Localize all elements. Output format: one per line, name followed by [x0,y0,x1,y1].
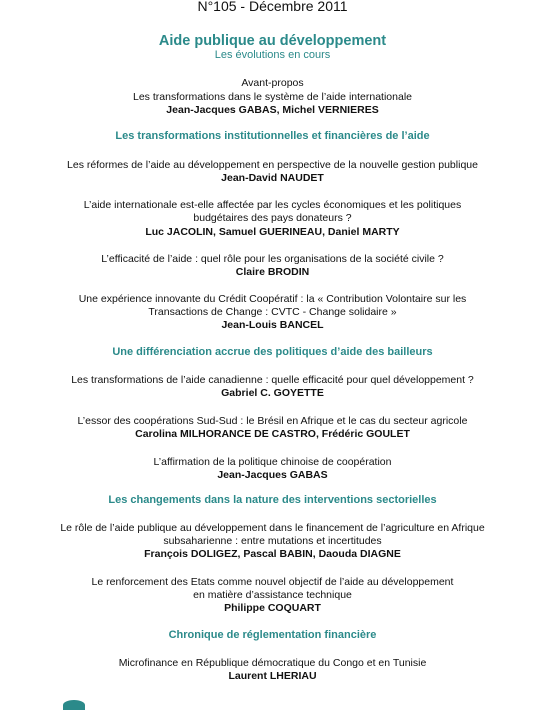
article-title-10: Microfinance en République démocratique du Congo et en Tunisie [118,657,427,669]
article-title-2-cont: budgétaires des pays donateurs ? [193,212,352,224]
article-title-2: L’aide internationale est-elle affectée par les cycles économiques et les politiques [83,199,462,211]
article-title-8: Le rôle de l’aide publique au développement dans le financement de l’agriculture en Afrique [60,522,485,534]
section-heading-2: Une différenciation accrue des politiques d’aide des bailleurs [112,346,433,358]
article-title-5: Les transformations de l’aide canadienne : quelle efficacité pour quel développement ? [71,374,474,386]
section-heading-1: Les transformations institutionnelles et financières de l’aide [115,130,430,142]
intro-heading: Avant-propos [241,77,304,89]
article-title-3: L’efficacité de l’aide : quel rôle pour les organisations de la société civile ? [101,253,444,265]
page-subtitle: Les évolutions en cours [214,49,331,61]
section-heading-3: Les changements dans la nature des interventions sectorielles [108,494,437,506]
article-title-9-cont: en matière d’assistance technique [193,589,352,601]
logo-mark [63,700,85,710]
article-authors-5: Gabriel C. GOYETTE [221,387,324,399]
article-title-6: L’essor des coopérations Sud-Sud : le Brésil en Afrique et le cas du secteur agricole [77,415,468,427]
article-authors-6: Carolina MILHORANCE DE CASTRO, Frédéric GOULET [135,428,410,440]
article-authors-9: Philippe COQUART [224,602,321,614]
article-title-4: Une expérience innovante du Crédit Coopératif : la « Contribution Volontaire sur les [78,293,467,305]
article-title-8-cont: subsaharienne : entre mutations et incertitudes [163,535,382,547]
article-title-9: Le renforcement des Etats comme nouvel objectif de l’aide au développement [91,576,454,588]
page-title: Aide publique au développement [158,33,387,49]
article-authors-4: Jean-Louis BANCEL [221,319,324,331]
section-heading-4: Chronique de réglementation financière [168,629,377,641]
article-authors-7: Jean-Jacques GABAS [217,469,328,481]
issue-number: N°105 - Décembre 2011 [197,0,348,14]
article-authors-1: Jean-David NAUDET [221,172,324,184]
intro-authors: Jean-Jacques GABAS, Michel VERNIERES [166,104,379,116]
article-title-1: Les réformes de l’aide au développement en perspective de la nouvelle gestion publique [67,159,478,171]
intro-title: Les transformations dans le système de l’aide internationale [133,91,412,103]
article-authors-3: Claire BRODIN [235,266,310,278]
article-authors-8: François DOLIGEZ, Pascal BABIN, Daouda DIAGNE [144,548,401,560]
article-authors-10: Laurent LHERIAU [228,670,317,682]
article-authors-2: Luc JACOLIN, Samuel GUERINEAU, Daniel MARTY [145,226,400,238]
article-title-7: L’affirmation de la politique chinoise de coopération [153,456,392,468]
article-title-4-cont: Transactions de Change : CVTC - Change solidaire » [148,306,397,318]
